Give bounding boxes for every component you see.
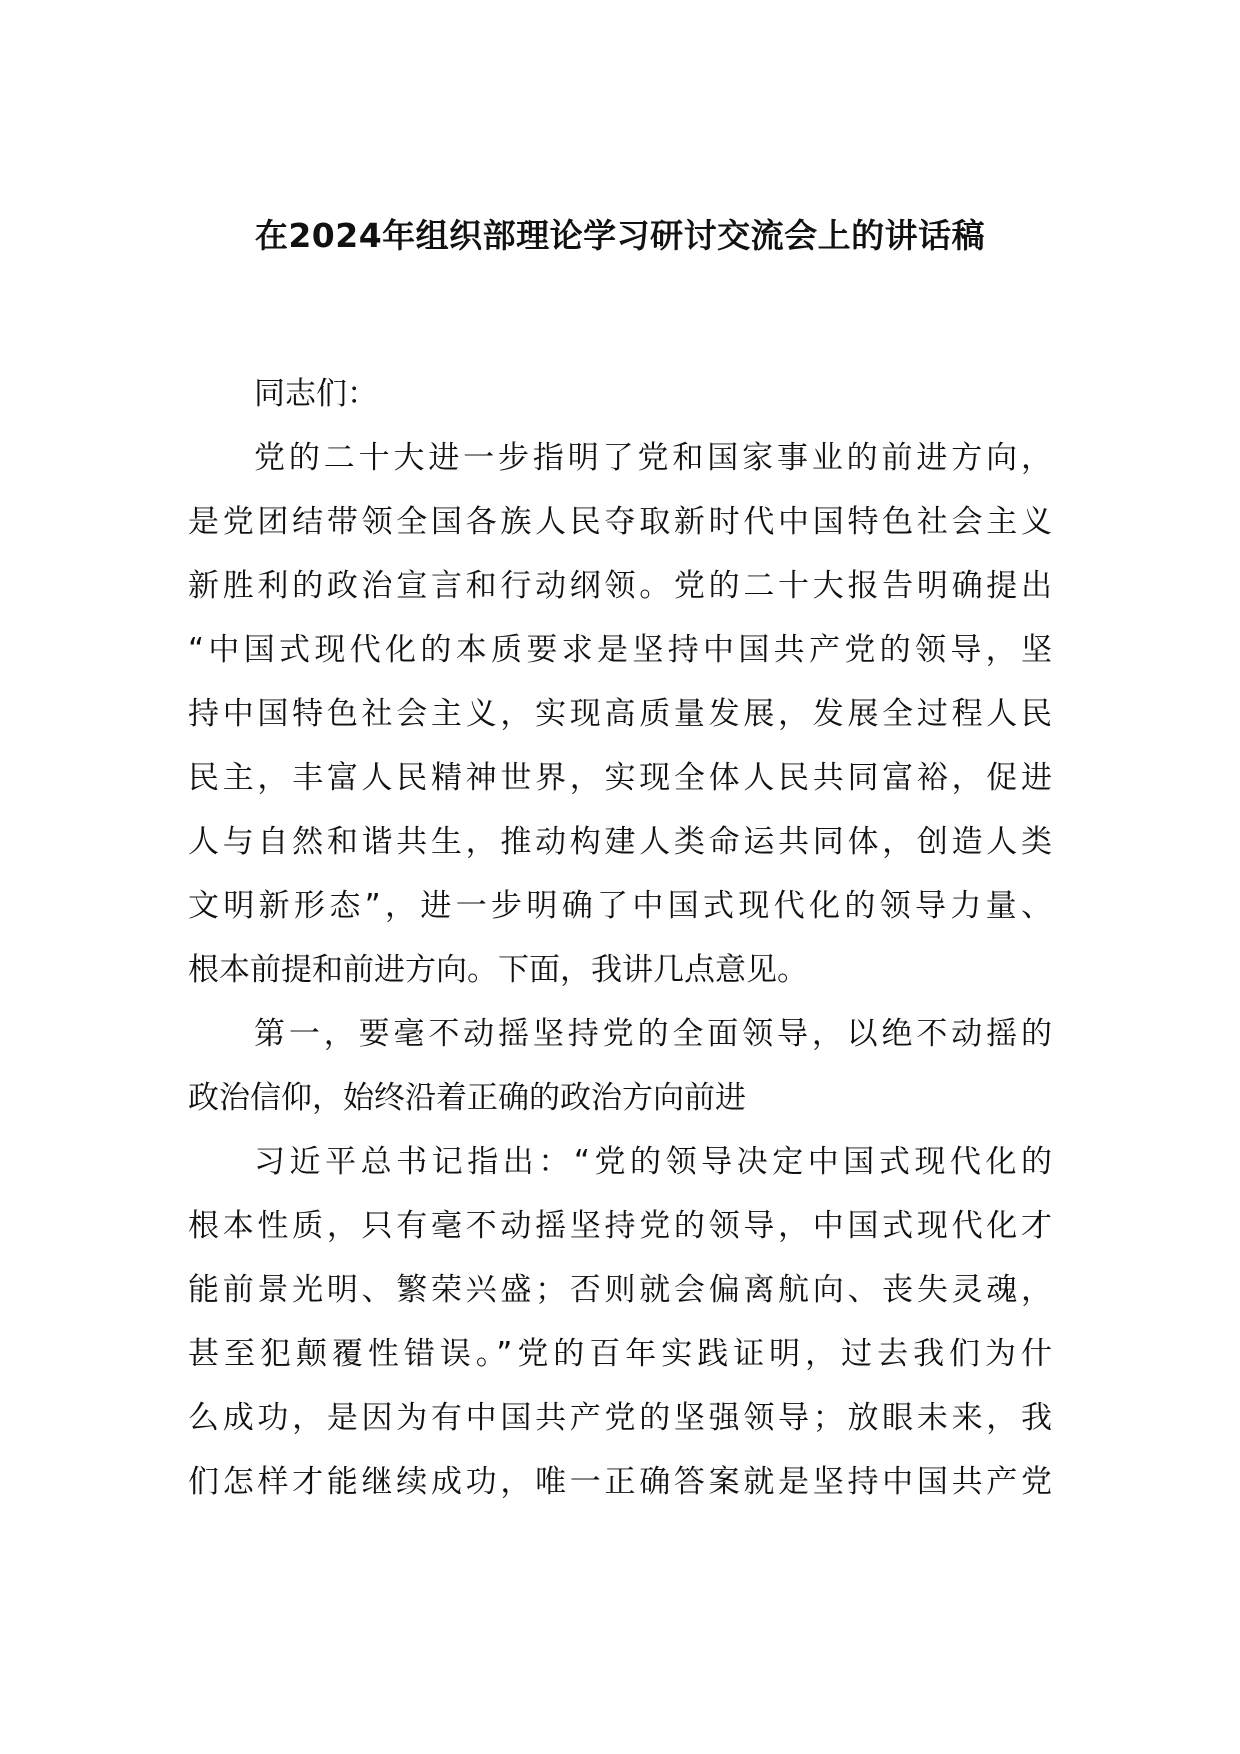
salutation: 同志们：: [254, 376, 378, 412]
paragraph-line: 党的二十大进一步指明了党和国家事业的前进方向，: [254, 440, 1052, 476]
paragraph-line: 能前景光明、繁荣兴盛；否则就会偏离航向、丧失灵魂，: [188, 1272, 1052, 1308]
section-heading-line: 政治信仰，始终沿着正确的政治方向前进: [188, 1080, 746, 1116]
paragraph-line: 习近平总书记指出：“党的领导决定中国式现代化的: [254, 1144, 1052, 1180]
paragraph-line: 么成功，是因为有中国共产党的坚强领导；放眼未来，我: [188, 1400, 1052, 1436]
paragraph-line: 民主，丰富人民精神世界，实现全体人民共同富裕，促进: [188, 760, 1052, 796]
paragraph-line: 新胜利的政治宣言和行动纲领。党的二十大报告明确提出: [188, 568, 1052, 604]
document-title: 在2024年组织部理论学习研讨交流会上的讲话稿: [254, 216, 986, 255]
paragraph-line: 文明新形态”，进一步明确了中国式现代化的领导力量、: [188, 888, 1052, 924]
paragraph-line: 持中国特色社会主义，实现高质量发展，发展全过程人民: [188, 696, 1052, 732]
paragraph-line: “中国式现代化的本质要求是坚持中国共产党的领导，坚: [188, 632, 1052, 668]
paragraph-line: 是党团结带领全国各族人民夺取新时代中国特色社会主义: [188, 504, 1052, 540]
paragraph-line: 甚至犯颠覆性错误。”党的百年实践证明，过去我们为什: [188, 1336, 1052, 1372]
paragraph-line: 根本前提和前进方向。下面，我讲几点意见。: [188, 952, 808, 988]
paragraph-line: 根本性质，只有毫不动摇坚持党的领导，中国式现代化才: [188, 1208, 1052, 1244]
section-heading-line: 第一，要毫不动摇坚持党的全面领导，以绝不动摇的: [254, 1016, 1052, 1052]
paragraph-line: 人与自然和谐共生，推动构建人类命运共同体，创造人类: [188, 824, 1052, 860]
paragraph-line: 们怎样才能继续成功，唯一正确答案就是坚持中国共产党: [188, 1464, 1052, 1500]
